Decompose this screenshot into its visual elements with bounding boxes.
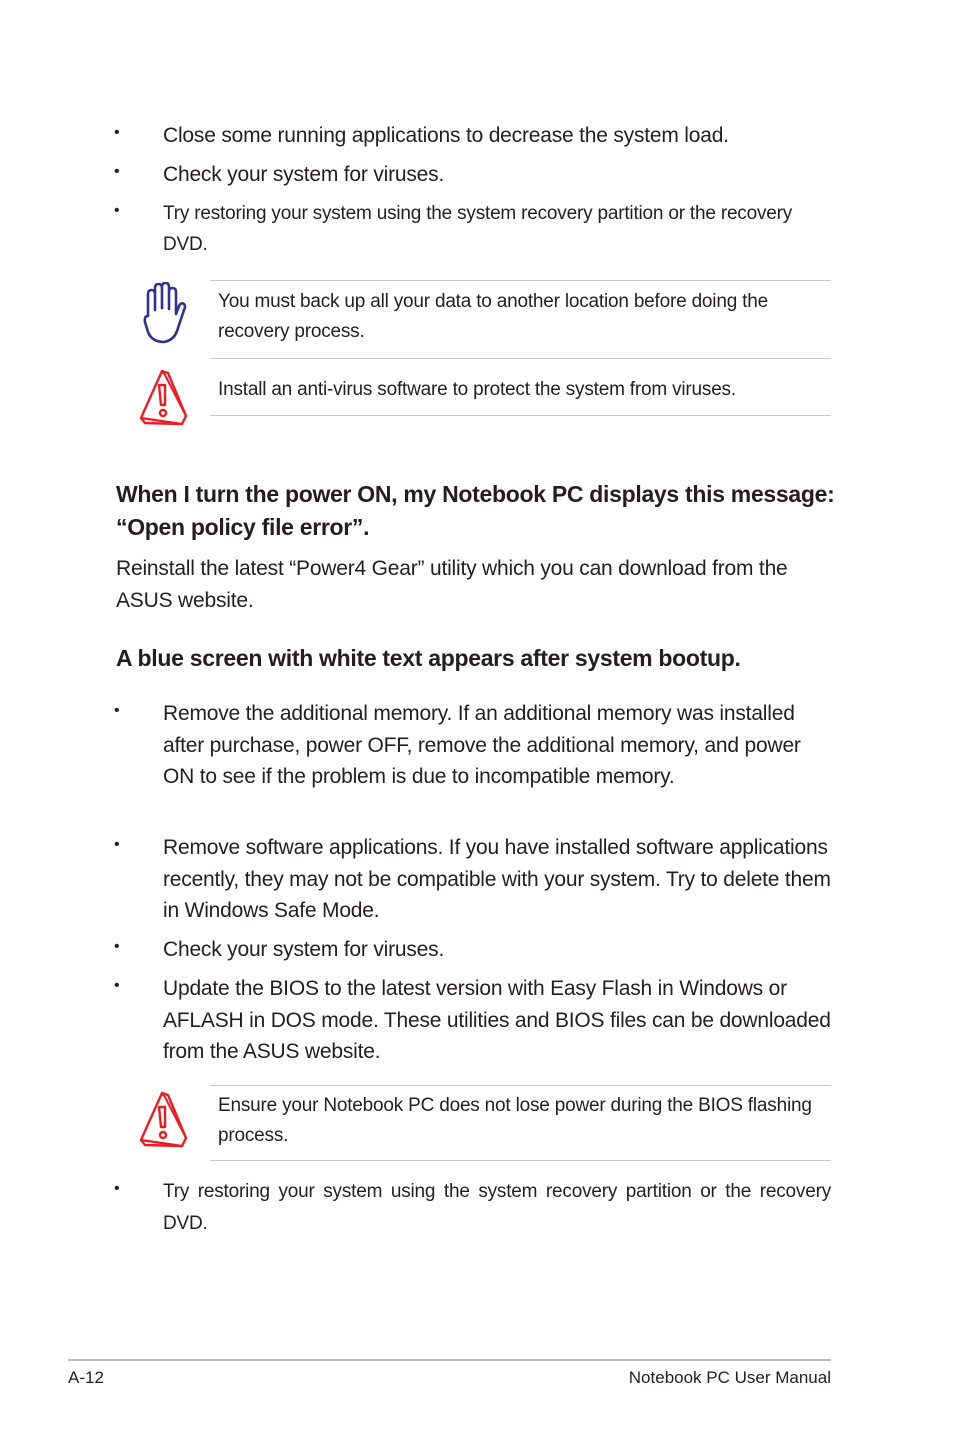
note-divider bbox=[210, 280, 831, 281]
bullet-marker: • bbox=[114, 836, 120, 853]
bullet-marker: • bbox=[114, 938, 120, 955]
note-divider bbox=[210, 1160, 831, 1161]
list-item: Try restoring your system using the system recovery partition or the recovery DVD. bbox=[163, 1181, 831, 1234]
manual-title: Notebook PC User Manual bbox=[628, 1368, 831, 1387]
list-item: Check your system for viruses. bbox=[163, 163, 445, 186]
section-heading: When I turn the power ON, my Notebook PC displays this message: “Open policy file error”. bbox=[116, 481, 835, 540]
section-heading: A blue screen with white text appears after system bootup. bbox=[116, 645, 741, 671]
note-divider bbox=[210, 1085, 831, 1086]
note-text: Install an anti-virus software to protect the system from viruses. bbox=[218, 379, 736, 400]
page-number: A-12 bbox=[68, 1368, 104, 1387]
note-divider bbox=[210, 358, 831, 359]
footer-divider bbox=[68, 1359, 831, 1361]
bullet-marker: • bbox=[114, 702, 120, 719]
hand-stop-icon bbox=[140, 282, 188, 349]
warning-triangle-icon bbox=[138, 368, 190, 433]
bullet-marker: • bbox=[114, 1180, 120, 1197]
note-text: You must back up all your data to another location before doing the recovery process. bbox=[218, 291, 768, 342]
list-item: Try restoring your system using the system recovery partition or the recovery DVD. bbox=[163, 203, 793, 255]
paragraph: Reinstall the latest “Power4 Gear” utility which you can download from the ASUS website. bbox=[116, 557, 788, 612]
list-item: Update the BIOS to the latest version with Easy Flash in Windows or AFLASH in DOS mode. These utilities and BIOS files can be downloaded from the ASUS website. bbox=[163, 977, 831, 1063]
warning-triangle-icon bbox=[138, 1090, 190, 1155]
list-item: Check your system for viruses. bbox=[163, 938, 445, 961]
list-item: Remove the additional memory. If an additional memory was installed after purchase, power OFF, remove the additional memory, and power ON to see if the problem is due to incompatible memory. bbox=[163, 702, 801, 788]
bullet-marker: • bbox=[114, 977, 120, 994]
list-item: Remove software applications. If you have installed software applications recently, they may not be compatible with your system. Try to delete them in Windows Safe Mode. bbox=[163, 836, 831, 922]
note-text: Ensure your Notebook PC does not lose power during the BIOS flashing process. bbox=[218, 1095, 812, 1146]
note-divider bbox=[210, 415, 831, 416]
bullet-marker: • bbox=[114, 124, 120, 141]
list-item: Close some running applications to decrease the system load. bbox=[163, 124, 729, 147]
bullet-marker: • bbox=[114, 202, 120, 219]
bullet-marker: • bbox=[114, 163, 120, 180]
